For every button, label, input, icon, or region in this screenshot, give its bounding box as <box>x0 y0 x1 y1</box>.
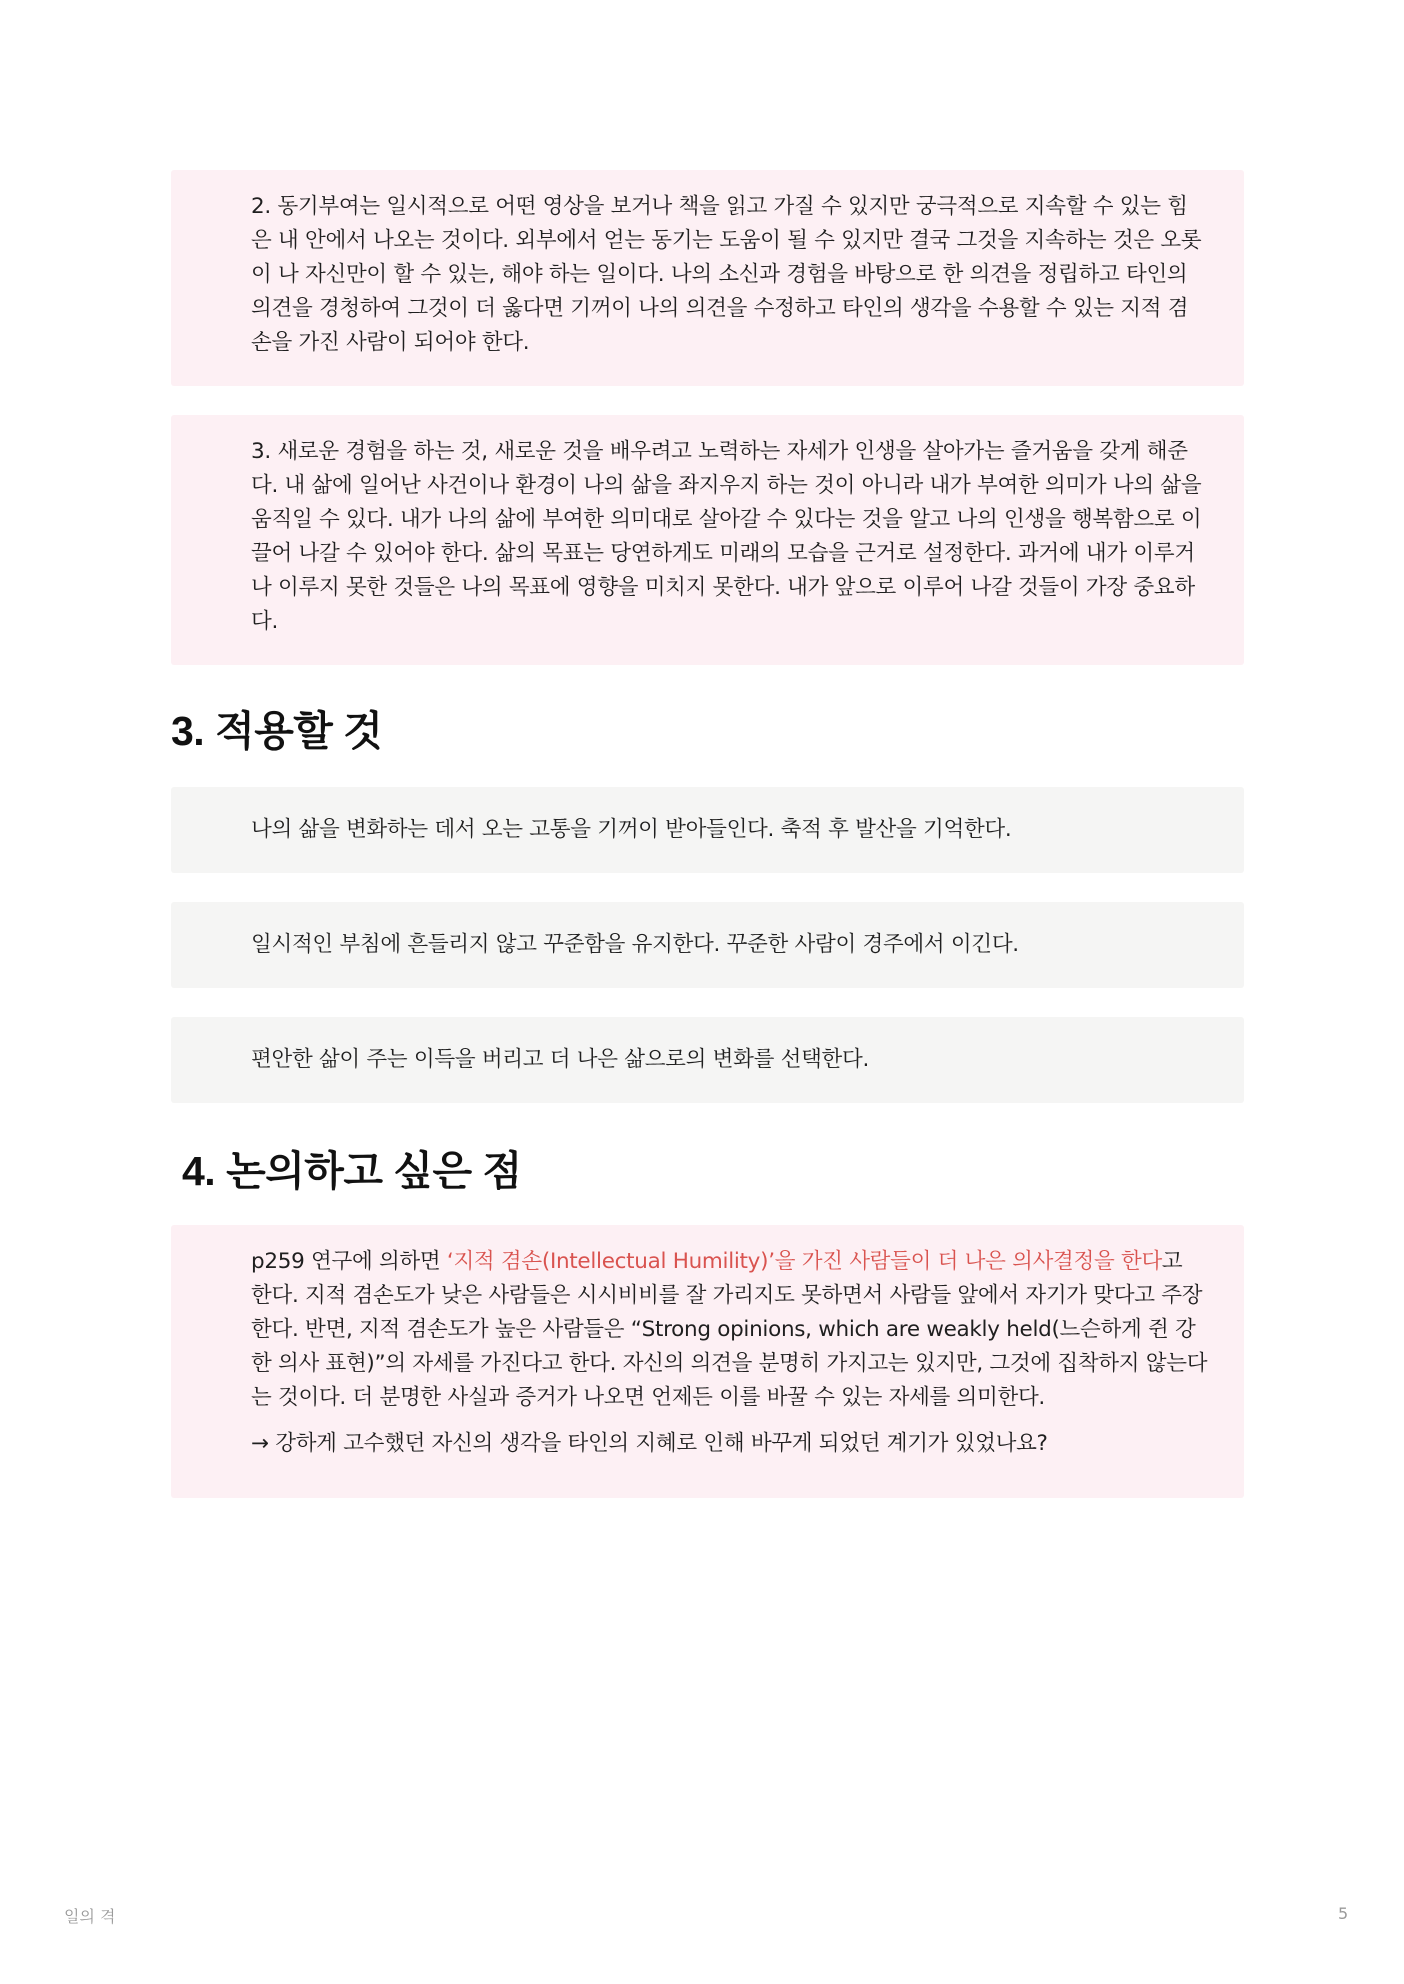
apply-item-1 <box>171 787 1244 873</box>
discuss-question: → 강하게 고수했던 자신의 생각을 타인의 지혜로 인해 바꾸게 되었던 계기가 있었나요? <box>251 1431 1048 1456</box>
apply-heading: 3. 적용할 것 <box>171 708 383 754</box>
discuss-paragraph <box>251 1245 1208 1415</box>
apply-item-text: 편안한 삶이 주는 이득을 버리고 더 나은 삶으로의 변화를 선택한다. <box>251 1047 870 1072</box>
reflection-text-2: 2. 동기부여는 일시적으로 어떤 영상을 보거나 책을 읽고 가질 수 있지만 궁극적으로 지속할 수 있는 힘은 내 안에서 나오는 것이다. 외부에서 얻는 동기는 도움이 될 수 있지만 결국 그것을 지속하는 것은 오롯이 나 자신만이 할 수 있는, 해야 하는 일이다. 나의 소신과 경험을 바탕으로 한 의견을 정립하고 타인의 의견을 경청하여 그것이 더 옳다면 기꺼이 나의 의견을 수정하고 타인의 생각을 수용할 수 있는 지적 겸손을 가진 사람이 되어야 한다. <box>251 194 1202 355</box>
footer-title: 일의 격 <box>64 1907 116 1926</box>
reflection-text-3: 3. 새로운 경험을 하는 것, 새로운 것을 배우려고 노력하는 자세가 인생을 살아가는 즐거움을 갖게 해준다. 내 삶에 일어난 사건이나 환경이 나의 삶을 좌지우지 하는 것이 아니라 내가 부여한 의미가 나의 삶을 움직일 수 있다. 내가 나의 삶에 부여한 의미대로 살아갈 수 있다는 것을 알고 나의 인생을 행복함으로 이끌어 나갈 수 있어야 한다. 삶의 목표는 당연하게도 미래의 모습을 근거로 설정한다. 과거에 내가 이루거나 이루지 못한 것들은 나의 목표에 영향을 미치지 못한다. 내가 앞으로 이루어 나갈 것들이 가장 중요하다. <box>251 439 1202 634</box>
discuss-heading: 4. 논의하고 싶은 점 <box>182 1148 522 1194</box>
discuss-rest: 고 한다. 지적 겸손도가 낮은 사람들은 시시비비를 잘 가리지도 못하면서 사람들 앞에서 자기가 맞다고 주장한다. 반면, 지적 겸손도가 높은 사람들은 “Strong opinions, which are weakly held(느슨하게 쥔 강한 의사 표현)”의 자세를 가진다고 한다. 자신의 의견을 분명히 가지고는 있지만, 그것에 집착하지 않는다는 것이다. 더 분명한 사실과 증거가 나오면 언제든 이를 바꿀 수 있는 자세를 의미한다. <box>251 1249 1208 1410</box>
apply-item-text: 나의 삶을 변화하는 데서 오는 고통을 기꺼이 받아들인다. 축적 후 발산을 기억한다. <box>251 817 1012 842</box>
page-number: 5 <box>1338 1904 1349 1923</box>
apply-item-2 <box>171 902 1244 988</box>
reflection-callout-2 <box>171 170 1244 386</box>
discuss-callout <box>171 1225 1244 1498</box>
discuss-lead: p259 연구에 의하면 <box>251 1249 447 1274</box>
apply-item-3 <box>171 1017 1244 1103</box>
discuss-highlight: ‘지적 겸손(Intellectual Humility)’을 가진 사람들이 더 나은 의사결정을 한다 <box>446 1249 1162 1274</box>
reflection-callout-3 <box>171 415 1244 665</box>
apply-item-text: 일시적인 부침에 흔들리지 않고 꾸준함을 유지한다. 꾸준한 사람이 경주에서 이긴다. <box>251 932 1019 957</box>
